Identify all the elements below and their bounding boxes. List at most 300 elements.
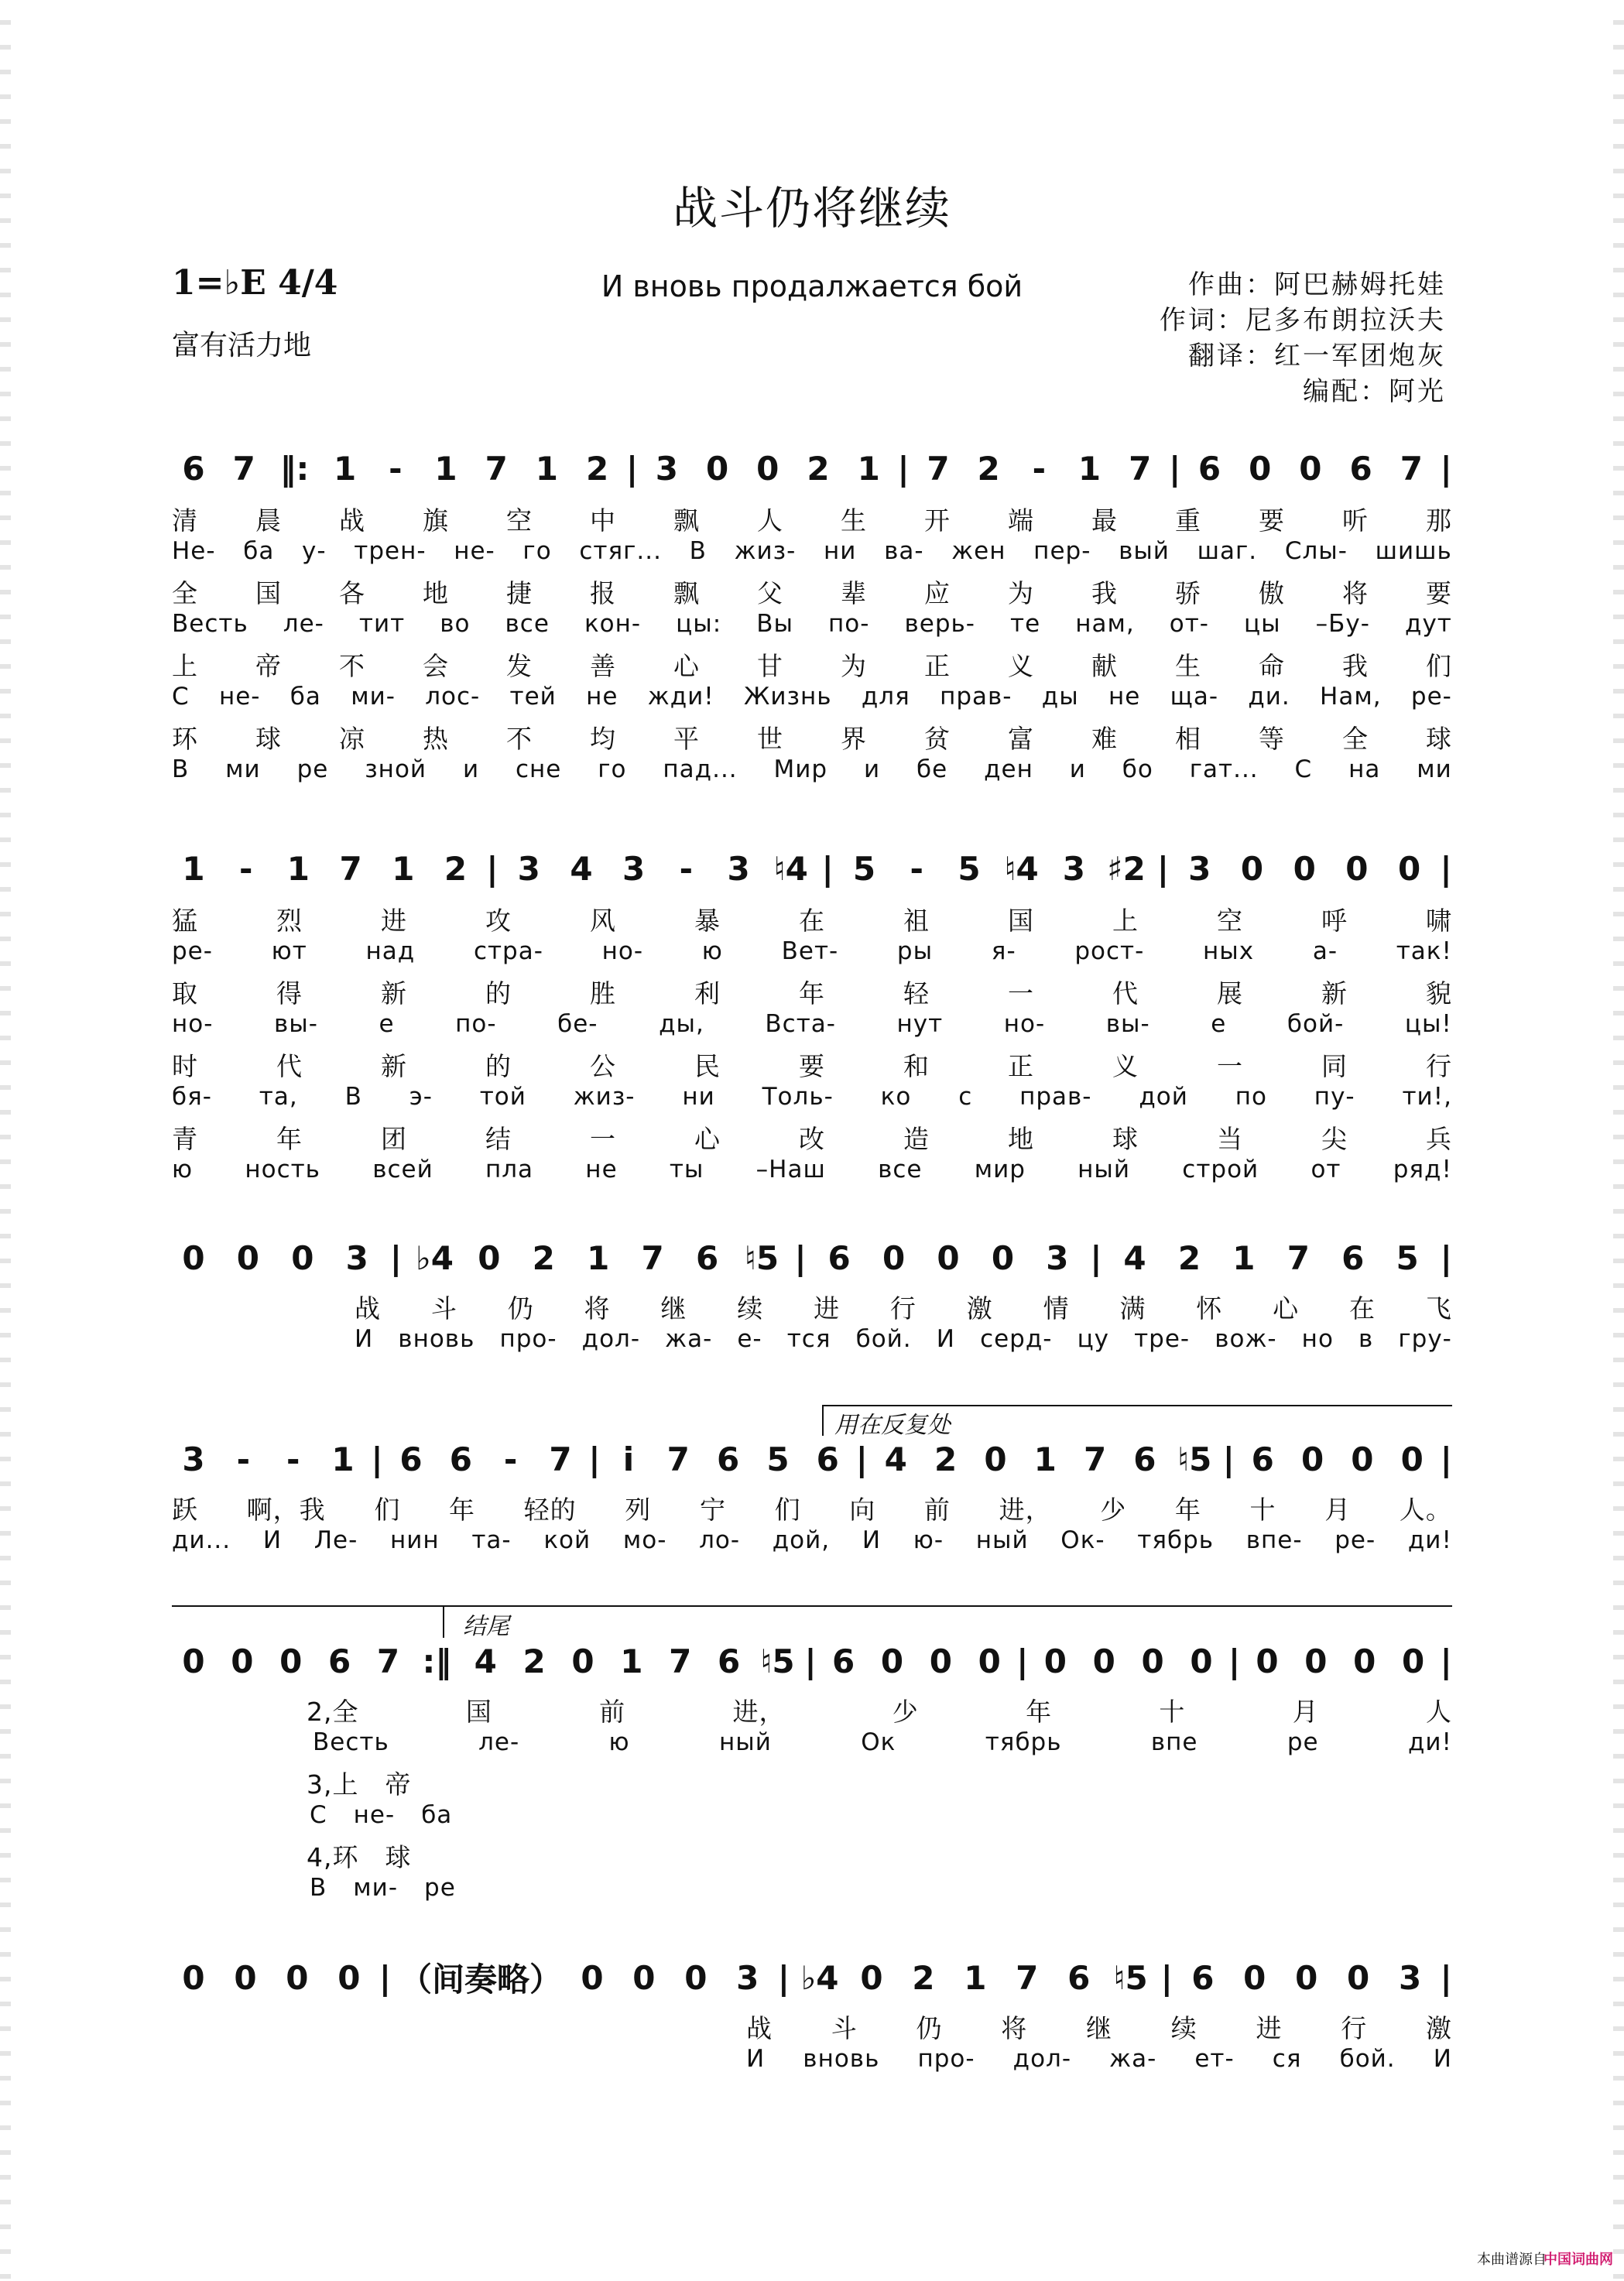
lyric-syllable: рост- [1074, 937, 1145, 965]
note: 0 [1400, 1440, 1424, 1478]
note: 3 [1398, 1958, 1422, 1997]
site-link[interactable]: 中国词曲网 [1543, 2252, 1613, 2268]
note: 0 [291, 1238, 314, 1277]
lyric-syllable: 甘 [757, 651, 783, 681]
lyric-syllable: го [522, 537, 552, 565]
lyric-syllable: 不 [506, 724, 533, 754]
note: 0 [182, 1238, 205, 1277]
note: 0 [1141, 1642, 1164, 1680]
lyric-syllable: тей [509, 683, 557, 711]
lyric-syllable: 十 [1159, 1697, 1186, 1727]
lyric-syllable: но [1301, 1325, 1334, 1353]
lyric-syllable: мир [974, 1156, 1026, 1183]
lyric-syllable: 胜 [590, 978, 616, 1009]
lyric-syllable: Весть [172, 610, 248, 638]
note: 0 [1300, 1440, 1324, 1478]
lyric-syllable: 民 [694, 1051, 721, 1081]
lyric-syllable: 旗 [423, 505, 449, 536]
barline: | [1440, 1238, 1452, 1277]
lyric-syllable: 生 [841, 505, 867, 536]
lyric-line [172, 1010, 1452, 1038]
key-signature: 1=♭E 4/4 [172, 263, 338, 303]
lyric-syllable: 贫 [924, 724, 951, 754]
note: ♯2 [1107, 849, 1146, 888]
notes-line [172, 1436, 1452, 1482]
lyric-syllable: в [1358, 1325, 1374, 1353]
lyric-syllable: 攻 [485, 906, 512, 936]
lyric-syllable: е [379, 1010, 395, 1038]
note: 3 [622, 849, 646, 888]
note: 7 [666, 1440, 690, 1478]
lyric-syllable: 国 [255, 578, 282, 608]
note: 2 [444, 849, 468, 888]
lyric-syllable: е- [737, 1325, 762, 1353]
lyric-syllable: 同 [1321, 1051, 1348, 1081]
lyric-syllable: вый [1119, 537, 1170, 565]
system-6 [172, 1954, 1452, 2078]
note: - [238, 849, 253, 888]
lyric-syllable: тся [786, 1325, 831, 1353]
note: 4 [884, 1440, 907, 1478]
lyric-syllable: но- [1003, 1010, 1046, 1038]
source-note: 本曲谱源自 [1477, 2252, 1547, 2268]
lyric-syllable: 心 [1273, 1293, 1300, 1324]
note: 0 [1256, 1642, 1279, 1680]
lyric-syllable: 捷 [506, 578, 533, 608]
lyric-syllable: 斗 [831, 2013, 858, 2043]
note: 1 [535, 449, 559, 488]
lyric-syllable: 不 [339, 651, 365, 681]
note: 3 [655, 449, 678, 488]
note: 0 [286, 1958, 309, 1997]
lyric-syllable: ди. [1248, 683, 1290, 711]
barline: | [821, 849, 834, 888]
lyric-syllable: 年 [1174, 1495, 1201, 1525]
lyric-syllable: 烈 [276, 906, 303, 936]
note: 0 [756, 449, 779, 488]
lyric-syllable: 进， [732, 1697, 786, 1727]
lyric-syllable: бе [916, 755, 948, 783]
lyric-syllable: 月 [1292, 1697, 1319, 1727]
lyric-syllable: серд- [980, 1325, 1053, 1353]
right-watermark-strip [1613, 0, 1624, 2281]
lyric-syllable: ряд! [1393, 1156, 1452, 1183]
lyric-syllable: 行 [1341, 2013, 1368, 2043]
lyric-syllable: 年 [448, 1495, 475, 1525]
lyric-syllable: ре [424, 1874, 456, 1902]
lyric-syllable: 仍 [916, 2013, 943, 2043]
lyric-syllable: вож- [1215, 1325, 1277, 1353]
lyric-syllable: ре- [172, 937, 213, 965]
note: 3 [517, 849, 540, 888]
lyric-syllable: гат... [1189, 755, 1259, 783]
note: ♮5 [1113, 1958, 1148, 1997]
lyric-syllable: 难 [1091, 724, 1118, 754]
lyric-syllable: 祖 [903, 906, 930, 936]
lyric-syllable: 为 [1008, 578, 1034, 608]
note: - [679, 849, 694, 888]
note: 6 [399, 1440, 423, 1478]
lyric-syllable: 要 [1426, 578, 1452, 608]
note: 0 [279, 1642, 303, 1680]
lyric-syllable: 时 [172, 1051, 198, 1081]
note: 0 [705, 449, 729, 488]
lyric-syllable: и [462, 755, 480, 783]
lyric-syllable: 怀 [1196, 1293, 1223, 1324]
lyric-line [172, 646, 1452, 683]
lyric-syllable: 年 [799, 978, 825, 1009]
lyric-syllable: 义 [1008, 651, 1034, 681]
lyric-syllable: 富 [1008, 724, 1034, 754]
system-1 [172, 445, 1452, 801]
lyric-syllable: 行 [1426, 1051, 1452, 1081]
lyric-line [172, 755, 1452, 783]
lyric-syllable: 善 [590, 651, 616, 681]
lyric-syllable: ко [880, 1083, 912, 1111]
note: 0 [632, 1958, 656, 1997]
note: 0 [984, 1440, 1007, 1478]
note: 0 [1397, 849, 1421, 888]
lyric-syllable: не [586, 683, 618, 711]
lyric-syllable: жиз- [734, 537, 797, 565]
lyric-syllable: ден [984, 755, 1033, 783]
lyric-syllable: гру- [1398, 1325, 1452, 1353]
lyric-syllable: 满 [1119, 1293, 1146, 1324]
lyric-syllable: не- [353, 1801, 396, 1829]
lyric-syllable: 帝 [385, 1769, 412, 1800]
lyric-syllable: 战 [355, 1293, 381, 1324]
note: 6 [182, 449, 205, 488]
note: :‖ [422, 1642, 452, 1680]
lyric-line [355, 1289, 1452, 1325]
note: 6 [1341, 1238, 1365, 1277]
lyric-syllable: ре [296, 755, 329, 783]
lyric-syllable: 前 [923, 1495, 951, 1525]
lyric-syllable: 续 [737, 1293, 764, 1324]
lyric-line [172, 537, 1452, 565]
note: 3 [727, 849, 750, 888]
lyric-syllable: 球 [1426, 724, 1452, 754]
lyric-syllable: 风 [590, 906, 616, 936]
note: 0 [1299, 449, 1322, 488]
lyric-syllable: все [878, 1156, 923, 1183]
lyric-syllable: Весть [313, 1728, 389, 1756]
lyric-syllable: вновь [803, 2045, 880, 2073]
lyric-syllable: 傲 [1259, 578, 1285, 608]
lyric-syllable: не [1108, 683, 1141, 711]
lyric-syllable: бой. [1339, 2045, 1396, 2073]
lyric-syllable: стра- [473, 937, 543, 965]
lyric-syllable: трен- [354, 537, 427, 565]
lyric-syllable: 斗 [430, 1293, 457, 1324]
lyric-syllable: Слы- [1284, 537, 1348, 565]
lyric-syllable: вы- [1105, 1010, 1150, 1038]
lyric-syllable: 人 [1426, 1697, 1452, 1727]
lyric-syllable: во [440, 610, 471, 638]
note: 4 [570, 849, 593, 888]
lyric-syllable: 献 [1091, 651, 1118, 681]
lyric-syllable: ет- [1194, 2045, 1235, 2073]
lyric-syllable: жа- [1109, 2045, 1157, 2073]
barline: | [1440, 1958, 1452, 1997]
lyric-syllable: ся [1272, 2045, 1302, 2073]
barline: | [855, 1440, 868, 1478]
barline: | [588, 1440, 601, 1478]
lyric-syllable: 那 [1426, 505, 1452, 536]
lyric-syllable: Ок [861, 1728, 896, 1756]
lyric-syllable: 一 [590, 1124, 616, 1154]
lyric-line [746, 2009, 1452, 2045]
lyric-syllable: впе- [1245, 1526, 1303, 1554]
note: 7 [1083, 1440, 1107, 1478]
lyric-syllable: зной [365, 755, 427, 783]
lyric-syllable: 将 [1342, 578, 1369, 608]
lyric-syllable: ты [669, 1156, 704, 1183]
lyric-syllable: 空 [506, 505, 533, 536]
lyric-line [172, 683, 1452, 711]
note: - [236, 1440, 251, 1478]
note: 7 [927, 449, 950, 488]
lyric-syllable: та, [259, 1083, 298, 1111]
note: 1 [964, 1958, 987, 1997]
left-watermark-strip [0, 0, 11, 2281]
barline: | [1090, 1238, 1102, 1277]
lyric-syllable: В [689, 537, 707, 565]
translator-credit: 翻译：红一军团炮灰 [1188, 341, 1446, 372]
lyric-line [172, 1526, 1452, 1554]
note: 3 [1046, 1238, 1069, 1277]
lyric-syllable: 进 [814, 1293, 841, 1324]
barline: | [1156, 849, 1170, 888]
lyric-syllable: 球 [385, 1842, 412, 1872]
lyric-syllable: 一 [1008, 978, 1034, 1009]
note: 1 [587, 1238, 610, 1277]
lyric-syllable: В [310, 1874, 327, 1902]
lyric-line [307, 1837, 1452, 1874]
lyric-syllable: кой [543, 1526, 591, 1554]
note: 3 [182, 1440, 205, 1478]
lyric-syllable: ба [290, 683, 321, 711]
lyric-syllable: все [505, 610, 550, 638]
lyric-syllable: 少 [1100, 1495, 1127, 1525]
lyric-syllable: 相 [1175, 724, 1201, 754]
lyric-line [172, 1046, 1452, 1083]
note: 0 [1092, 1642, 1115, 1680]
lyric-syllable: С [310, 1801, 327, 1829]
lyric-syllable: по- [828, 610, 870, 638]
ending-bracket-line [172, 1605, 1452, 1607]
lyric-syllable: 我 [1091, 578, 1118, 608]
lyric-syllable: 2,全 [307, 1697, 359, 1727]
barline: | [1440, 1642, 1452, 1680]
barline: | [804, 1642, 817, 1680]
lyric-syllable: 空 [1217, 906, 1243, 936]
lyric-line [172, 1083, 1452, 1111]
note: 0 [1304, 1642, 1328, 1680]
note: 6 [328, 1642, 351, 1680]
note: 6 [695, 1238, 719, 1277]
lyric-syllable: 继 [1086, 2013, 1112, 2043]
composer-credit: 作曲：阿巴赫姆托娃 [1188, 269, 1446, 300]
note: 6 [827, 1238, 851, 1277]
note: 7 [669, 1642, 692, 1680]
tempo-mark: 富有活力地 [172, 330, 312, 361]
lyric-syllable: 父 [757, 578, 783, 608]
lyric-syllable: 呼 [1321, 906, 1348, 936]
lyric-line [172, 1490, 1452, 1526]
lyric-syllable: про- [917, 2045, 975, 2073]
lyric-syllable: по [1235, 1083, 1267, 1111]
note: 6 [1133, 1440, 1156, 1478]
lyric-syllable: И [862, 1526, 882, 1554]
lyric-syllable: ди! [1407, 1526, 1452, 1554]
lyric-syllable: Толь- [762, 1083, 834, 1111]
lyric-line [172, 937, 1452, 965]
lyric-syllable: 进 [381, 906, 407, 936]
lyric-line [172, 901, 1452, 937]
lyric-syllable: жа- [665, 1325, 713, 1353]
note: 2 [807, 449, 830, 488]
note: 7 [339, 849, 362, 888]
lyric-syllable: 跃 [172, 1495, 198, 1525]
note: 5 [766, 1440, 790, 1478]
lyric-syllable: ща- [1170, 683, 1219, 711]
lyric-syllable: 开 [924, 505, 951, 536]
note: 2 [912, 1958, 935, 1997]
lyric-syllable: над [365, 937, 416, 965]
note: i [622, 1440, 635, 1478]
lyric-syllable: строй [1182, 1156, 1259, 1183]
lyric-syllable: той [479, 1083, 526, 1111]
lyric-syllable: лос- [425, 683, 481, 711]
lyric-syllable: 清 [172, 505, 198, 536]
lyric-syllable: всей [372, 1156, 433, 1183]
lyric-syllable: 改 [799, 1124, 825, 1154]
barline: | [1016, 1642, 1029, 1680]
lyric-line [172, 501, 1452, 537]
notes-line [172, 1638, 1452, 1684]
barline: | [1222, 1440, 1235, 1478]
lyric-syllable: сне [515, 755, 562, 783]
lyric-syllable: 们 [774, 1495, 801, 1525]
lyric-syllable: нут [896, 1010, 944, 1038]
note: 0 [1353, 1642, 1376, 1680]
note: 0 [1043, 1642, 1067, 1680]
lyric-syllable: шаг. [1197, 537, 1258, 565]
lyric-syllable: Вы [756, 610, 793, 638]
lyric-syllable: впе [1150, 1728, 1198, 1756]
lyric-syllable: тябрь [985, 1728, 1062, 1756]
lyric-syllable: 发 [506, 651, 533, 681]
lyric-syllable: 列 [625, 1495, 652, 1525]
note: 7 [485, 449, 508, 488]
lyric-syllable: 晨 [255, 505, 282, 536]
lyric-syllable: ди! [1407, 1728, 1452, 1756]
lyric-syllable: 宁 [699, 1495, 726, 1525]
ending-label: 用在反复处 [834, 1412, 951, 1439]
lyric-syllable: мо- [622, 1526, 667, 1554]
lyric-syllable: стяг... [579, 537, 662, 565]
lyric-syllable: тре- [1134, 1325, 1191, 1353]
note: 2 [934, 1440, 958, 1478]
lyric-syllable: 续 [1170, 2013, 1197, 2043]
lyric-syllable: 战 [339, 505, 365, 536]
barline: | [389, 1238, 403, 1277]
lyric-syllable: Ок- [1060, 1526, 1105, 1554]
note: ♮4 [1004, 849, 1039, 888]
lyric-syllable: Жизнь [744, 683, 832, 711]
note: - [503, 1440, 518, 1478]
lyric-syllable: 中 [590, 505, 616, 536]
note: 1 [1232, 1238, 1256, 1277]
lyric-line [172, 974, 1452, 1010]
lyric-syllable: 的 [485, 1051, 512, 1081]
lyric-syllable: тит [358, 610, 406, 638]
lyric-syllable: пу- [1314, 1083, 1355, 1111]
lyric-syllable: 激 [1426, 2013, 1452, 2043]
lyric-syllable: 上 [1112, 906, 1139, 936]
lyric-syllable: ти!, [1402, 1083, 1452, 1111]
lyric-syllable: 兵 [1426, 1124, 1452, 1154]
lyric-syllable: вновь [398, 1325, 475, 1353]
lyric-syllable: го [598, 755, 627, 783]
note: ♮5 [760, 1642, 795, 1680]
lyric-syllable: 地 [423, 578, 449, 608]
note: 0 [1402, 1642, 1425, 1680]
note: 0 [1249, 449, 1272, 488]
lyric-syllable: не- [454, 537, 495, 565]
lyric-syllable: ре- [1334, 1526, 1376, 1554]
lyric-syllable: 月 [1324, 1495, 1352, 1525]
lyric-syllable: 全 [172, 578, 198, 608]
lyric-syllable: и [863, 755, 881, 783]
note: 2 [522, 1642, 546, 1680]
note: 6 [717, 1440, 740, 1478]
lyric-syllable: 端 [1008, 505, 1034, 536]
note: 1 [333, 449, 357, 488]
lyric-syllable: 展 [1217, 978, 1243, 1009]
lyric-syllable: цы [1244, 610, 1281, 638]
lyric-syllable: И [936, 1325, 955, 1353]
lyric-line [313, 1728, 1452, 1756]
note: ♭4 [415, 1238, 454, 1277]
lyric-syllable: 貌 [1426, 978, 1452, 1009]
lyric-syllable: 辈 [841, 578, 867, 608]
lyric-syllable: ло- [699, 1526, 741, 1554]
notes-line [172, 845, 1452, 892]
lyric-syllable: ю- [913, 1526, 944, 1554]
lyric-syllable: 仍 [507, 1293, 534, 1324]
note: 0 [1345, 849, 1369, 888]
note: 0 [1347, 1958, 1370, 1997]
lyric-syllable: ных [1203, 937, 1255, 965]
lyric-syllable: бо [1122, 755, 1153, 783]
lyric-syllable: ни [682, 1083, 715, 1111]
note: 6 [1191, 1958, 1215, 1997]
lyric-syllable: И [746, 2045, 766, 2073]
lyricist-credit: 作词：尼多布朗拉沃夫 [1160, 305, 1446, 336]
lyric-syllable: ми- [353, 1874, 399, 1902]
lyric-syllable: 团 [381, 1124, 407, 1154]
lyric-syllable: 一 [1217, 1051, 1243, 1081]
barline: | [897, 449, 910, 488]
lyric-syllable: ды [1041, 683, 1079, 711]
lyric-syllable: 国 [1008, 906, 1034, 936]
lyric-syllable: С [172, 683, 190, 711]
lyric-syllable: 会 [423, 651, 449, 681]
lyric-syllable: 骄 [1175, 578, 1201, 608]
note: 5 [958, 849, 981, 888]
